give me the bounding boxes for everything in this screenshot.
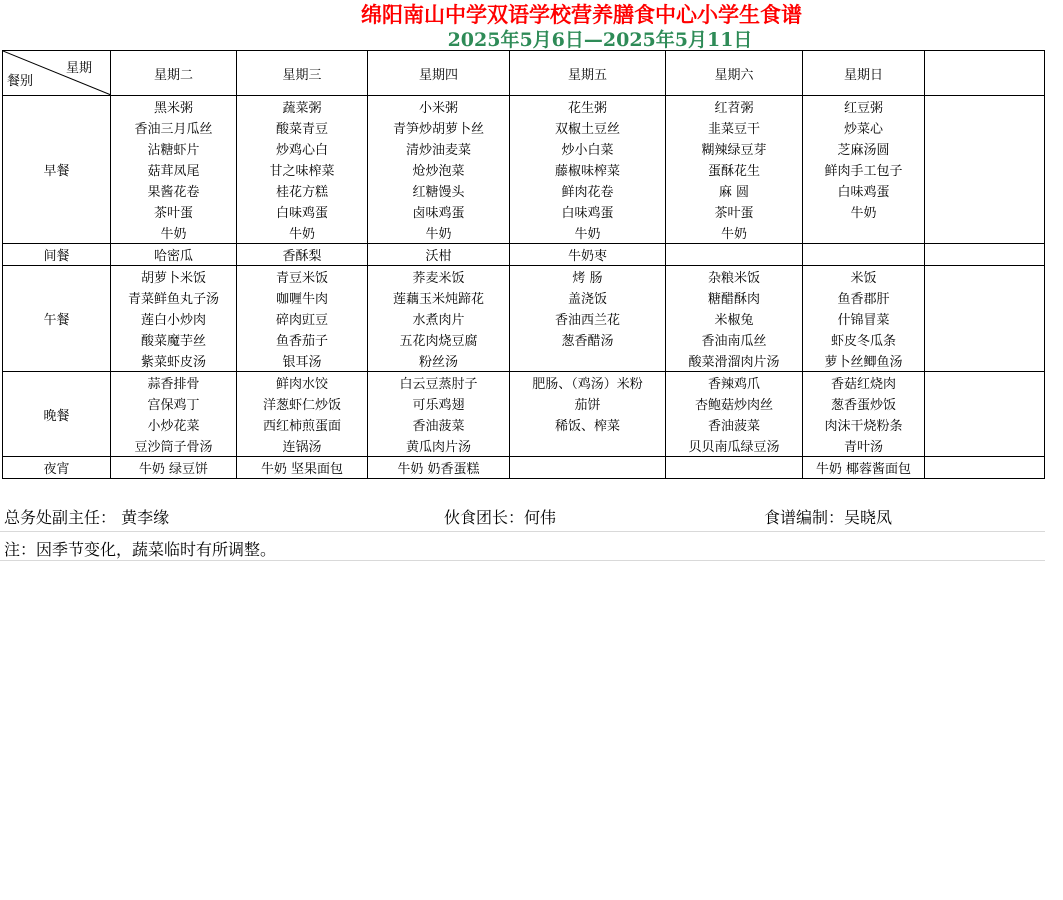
- table-row: [3, 372, 1045, 394]
- empty-cell: [925, 96, 1045, 118]
- dish-cell: 蛋酥花生: [666, 159, 803, 180]
- dish-cell: 什锦冒菜: [803, 308, 925, 329]
- sheet-gridline: [0, 531, 1045, 532]
- dish-cell: [510, 457, 666, 479]
- dish-cell: 可乐鸡翅: [368, 393, 510, 414]
- dish-cell: 红糖馒头: [368, 180, 510, 201]
- dish-cell: 沾糖虾片: [111, 138, 237, 159]
- dish-cell: 烤 肠: [510, 266, 666, 288]
- dish-cell: 贝贝南瓜绿豆汤: [666, 435, 803, 457]
- dish-cell: 香酥梨: [237, 244, 368, 266]
- dish-cell: [803, 222, 925, 244]
- dish-cell: [666, 457, 803, 479]
- dish-cell: 果酱花卷: [111, 180, 237, 201]
- footnote: 注：因季节变化，蔬菜临时有所调整。: [4, 540, 277, 559]
- empty-cell: [925, 308, 1045, 329]
- meal-category: 晚餐: [3, 372, 111, 457]
- dish-cell: 白味鸡蛋: [510, 201, 666, 222]
- dish-cell: 酸菜青豆: [237, 117, 368, 138]
- menu-table: [2, 50, 1045, 479]
- dish-cell: 牛奶: [368, 222, 510, 244]
- dish-cell: 鲜肉花卷: [510, 180, 666, 201]
- date-range: 2025年5月6日—2025年5月11日: [447, 29, 753, 51]
- empty-cell: [925, 138, 1045, 159]
- table-row: [3, 414, 1045, 435]
- dish-cell: 粉丝汤: [368, 350, 510, 372]
- dish-cell: 紫菜虾皮汤: [111, 350, 237, 372]
- dish-cell: 洋葱虾仁炒饭: [237, 393, 368, 414]
- dish-cell: 宫保鸡丁: [111, 393, 237, 414]
- dish-cell: 青笋炒胡萝卜丝: [368, 117, 510, 138]
- empty-cell: [925, 414, 1045, 435]
- dish-cell: 青豆米饭: [237, 266, 368, 288]
- dish-cell: [510, 435, 666, 457]
- day-header: 星期三: [237, 51, 368, 96]
- meal-category: 夜宵: [3, 457, 111, 479]
- table-row: [3, 96, 1045, 118]
- dish-cell: 香菇红烧肉: [803, 372, 925, 394]
- table-row: [3, 222, 1045, 244]
- footer-leader: 伙食团长：何伟: [444, 508, 557, 527]
- dish-cell: 哈密瓜: [111, 244, 237, 266]
- empty-column: [925, 51, 1045, 96]
- dish-cell: 红苕粥: [666, 96, 803, 118]
- footer-editor: 食谱编制：吴晓凤: [764, 508, 893, 527]
- dish-cell: 杂粮米饭: [666, 266, 803, 288]
- dish-cell: 香油西兰花: [510, 308, 666, 329]
- dish-cell: 牛奶 奶香蛋糕: [368, 457, 510, 479]
- dish-cell: 桂花方糕: [237, 180, 368, 201]
- dish-cell: 炝炒泡菜: [368, 159, 510, 180]
- table-row: [3, 138, 1045, 159]
- dish-cell: 白味鸡蛋: [237, 201, 368, 222]
- dish-cell: 鲜肉水饺: [237, 372, 368, 394]
- footer-director: 总务处副主任： 黄李缘: [4, 508, 170, 527]
- table-row: [3, 244, 1045, 266]
- dish-cell: 清炒油麦菜: [368, 138, 510, 159]
- dish-cell: 双椒土豆丝: [510, 117, 666, 138]
- dish-cell: 鲜肉手工包子: [803, 159, 925, 180]
- dish-cell: 红豆粥: [803, 96, 925, 118]
- table-row: [3, 393, 1045, 414]
- dish-cell: 黄瓜肉片汤: [368, 435, 510, 457]
- dish-cell: [666, 244, 803, 266]
- dish-cell: 香油南瓜丝: [666, 329, 803, 350]
- dish-cell: 肥肠、（鸡汤）米粉: [510, 372, 666, 394]
- empty-cell: [925, 159, 1045, 180]
- dish-cell: 水煮肉片: [368, 308, 510, 329]
- empty-cell: [925, 457, 1045, 479]
- dish-cell: 葱香醋汤: [510, 329, 666, 350]
- dish-cell: 蒜香排骨: [111, 372, 237, 394]
- table-row: [3, 457, 1045, 479]
- dish-cell: 菇茸凤尾: [111, 159, 237, 180]
- dish-cell: 碎肉豇豆: [237, 308, 368, 329]
- dish-cell: 茶叶蛋: [111, 201, 237, 222]
- dish-cell: 麻 圆: [666, 180, 803, 201]
- dish-cell: 芝麻汤圆: [803, 138, 925, 159]
- dish-cell: 连锅汤: [237, 435, 368, 457]
- corner-header: [3, 51, 111, 96]
- table-row: [3, 159, 1045, 180]
- dish-cell: 糊辣绿豆芽: [666, 138, 803, 159]
- dish-cell: 牛奶: [803, 201, 925, 222]
- page-title: 绵阳南山中学双语学校营养膳食中心小学生食谱: [361, 2, 802, 27]
- dish-cell: [803, 244, 925, 266]
- dish-cell: 五花肉烧豆腐: [368, 329, 510, 350]
- meal-category: 间餐: [3, 244, 111, 266]
- empty-cell: [925, 393, 1045, 414]
- day-header: 星期日: [803, 51, 925, 96]
- table-row: [3, 266, 1045, 288]
- table-row: [3, 180, 1045, 201]
- dish-cell: 甘之味榨菜: [237, 159, 368, 180]
- dish-cell: 白云豆蒸肘子: [368, 372, 510, 394]
- dish-cell: 牛奶 绿豆饼: [111, 457, 237, 479]
- dish-cell: 酸菜滑溜肉片汤: [666, 350, 803, 372]
- dish-cell: 西红柿煎蛋面: [237, 414, 368, 435]
- dish-cell: 青菜鲜鱼丸子汤: [111, 287, 237, 308]
- dish-cell: 杏鲍菇炒肉丝: [666, 393, 803, 414]
- dish-cell: 胡萝卜米饭: [111, 266, 237, 288]
- meal-category: 早餐: [3, 96, 111, 244]
- empty-cell: [925, 222, 1045, 244]
- dish-cell: 炒菜心: [803, 117, 925, 138]
- dish-cell: 牛奶: [237, 222, 368, 244]
- dish-cell: 牛奶: [510, 222, 666, 244]
- dish-cell: 葱香蛋炒饭: [803, 393, 925, 414]
- table-row: [3, 435, 1045, 457]
- dish-cell: 牛奶: [666, 222, 803, 244]
- dish-cell: 沃柑: [368, 244, 510, 266]
- table-row: [3, 117, 1045, 138]
- dish-cell: 香油菠菜: [368, 414, 510, 435]
- empty-cell: [925, 435, 1045, 457]
- dish-cell: 香油菠菜: [666, 414, 803, 435]
- dish-cell: 虾皮冬瓜条: [803, 329, 925, 350]
- dish-cell: 稀饭、榨菜: [510, 414, 666, 435]
- dish-cell: 糖醋酥肉: [666, 287, 803, 308]
- empty-cell: [925, 287, 1045, 308]
- meal-category: 午餐: [3, 266, 111, 372]
- table-row: [3, 201, 1045, 222]
- empty-cell: [925, 117, 1045, 138]
- dish-cell: 牛奶枣: [510, 244, 666, 266]
- dish-cell: 炒小白菜: [510, 138, 666, 159]
- table-row: [3, 350, 1045, 372]
- dish-cell: 蔬菜粥: [237, 96, 368, 118]
- table-row: [3, 329, 1045, 350]
- dish-cell: 鱼香郡肝: [803, 287, 925, 308]
- dish-cell: 牛奶: [111, 222, 237, 244]
- dish-cell: 香辣鸡爪: [666, 372, 803, 394]
- dish-cell: 豆沙筒子骨汤: [111, 435, 237, 457]
- dish-cell: 韭菜豆干: [666, 117, 803, 138]
- empty-cell: [925, 201, 1045, 222]
- dish-cell: 藤椒味榨菜: [510, 159, 666, 180]
- dish-cell: 牛奶 坚果面包: [237, 457, 368, 479]
- empty-cell: [925, 372, 1045, 394]
- dish-cell: 荞麦米饭: [368, 266, 510, 288]
- empty-cell: [925, 329, 1045, 350]
- dish-cell: 牛奶 椰蓉酱面包: [803, 457, 925, 479]
- corner-weekday-label: 星期: [65, 61, 92, 76]
- dish-cell: 卤味鸡蛋: [368, 201, 510, 222]
- day-header: 星期二: [111, 51, 237, 96]
- day-header: 星期六: [666, 51, 803, 96]
- dish-cell: 小炒花菜: [111, 414, 237, 435]
- dish-cell: 香油三月瓜丝: [111, 117, 237, 138]
- empty-cell: [925, 350, 1045, 372]
- dish-cell: 小米粥: [368, 96, 510, 118]
- empty-cell: [925, 266, 1045, 288]
- dish-cell: 茄饼: [510, 393, 666, 414]
- day-header: 星期五: [510, 51, 666, 96]
- dish-cell: 盖浇饭: [510, 287, 666, 308]
- dish-cell: 酸菜魔芋丝: [111, 329, 237, 350]
- dish-cell: 萝卜丝鲫鱼汤: [803, 350, 925, 372]
- dish-cell: 炒鸡心白: [237, 138, 368, 159]
- dish-cell: 鱼香茄子: [237, 329, 368, 350]
- dish-cell: 花生粥: [510, 96, 666, 118]
- dish-cell: 黑米粥: [111, 96, 237, 118]
- table-row: [3, 308, 1045, 329]
- dish-cell: [510, 350, 666, 372]
- dish-cell: 肉沫干烧粉条: [803, 414, 925, 435]
- dish-cell: 咖喱牛肉: [237, 287, 368, 308]
- table-row: [3, 287, 1045, 308]
- dish-cell: 莲藕玉米炖蹄花: [368, 287, 510, 308]
- day-header: 星期四: [368, 51, 510, 96]
- dish-cell: 米饭: [803, 266, 925, 288]
- corner-meal-label: 餐别: [7, 74, 34, 89]
- dish-cell: 米椒兔: [666, 308, 803, 329]
- empty-cell: [925, 180, 1045, 201]
- empty-cell: [925, 244, 1045, 266]
- dish-cell: 莲白小炒肉: [111, 308, 237, 329]
- sheet-gridline: [0, 560, 1045, 561]
- dish-cell: 青叶汤: [803, 435, 925, 457]
- dish-cell: 银耳汤: [237, 350, 368, 372]
- dish-cell: 白味鸡蛋: [803, 180, 925, 201]
- dish-cell: 茶叶蛋: [666, 201, 803, 222]
